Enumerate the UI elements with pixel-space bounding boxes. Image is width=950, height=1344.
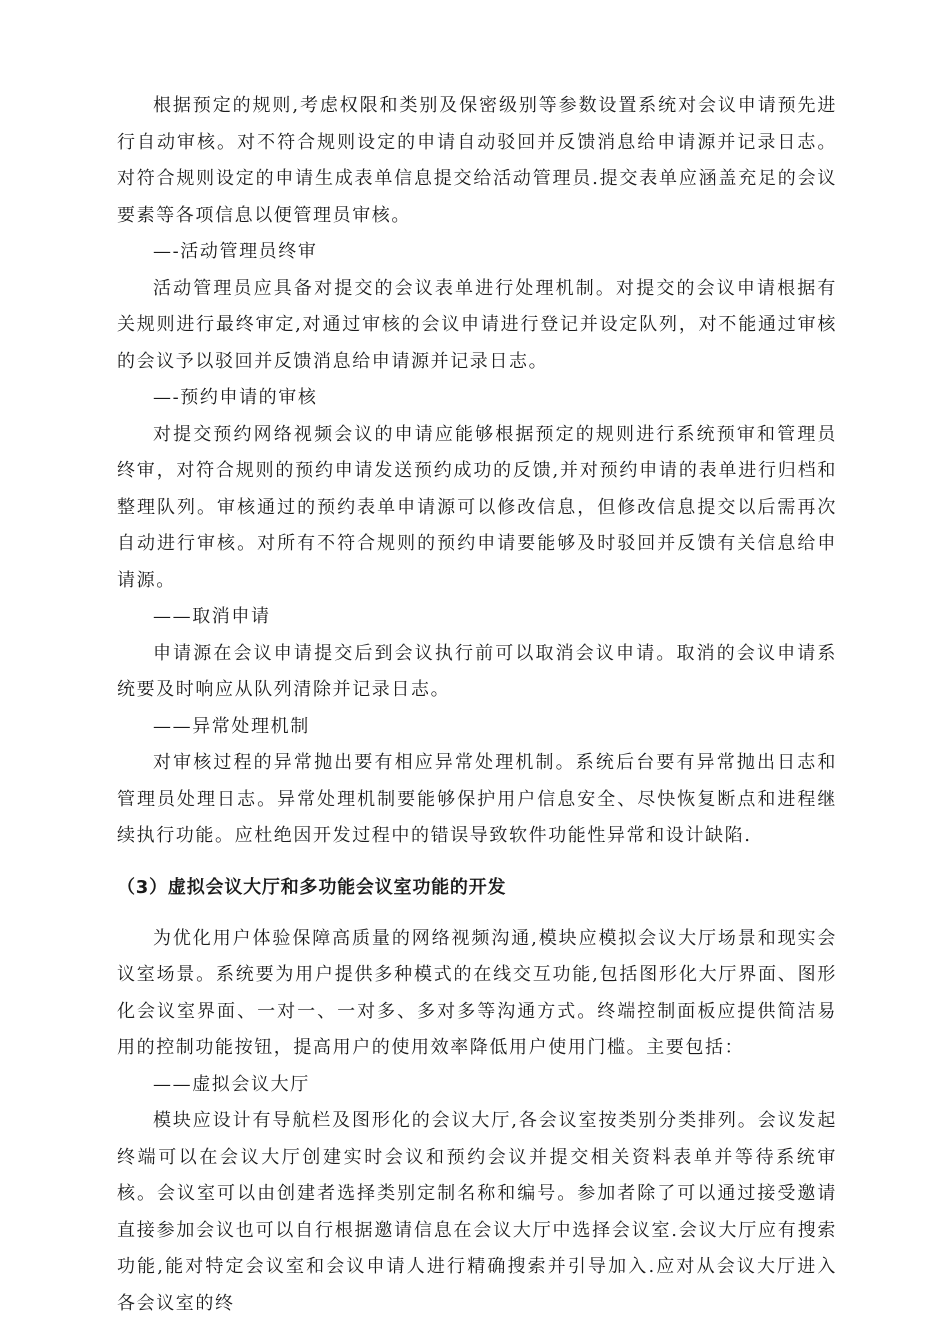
paragraph-exception-handling: 对审核过程的异常抛出要有相应异常处理机制。系统后台要有异常抛出日志和管理员处理日志。异常处理机制要能够保护用户信息安全、尽快恢复断点和进程继续执行功能。应杜绝因开发过程中的错误导致软件功能性异常和设计缺陷. [117,752,837,846]
paragraph-virtual-hall-intro: 为优化用户体验保障高质量的网络视频沟通,模块应模拟会议大厅场景和现实会议室场景。系统要为用户提供多种模式的在线交互功能,包括图形化大厅界面、图形化会议室界面、一对一、一对多、多对多等沟通方式。终端控制面板应提供简洁易用的控制功能按钮，提高用户的使用效率降低用户使用门槛。主要包括： [117,927,837,1058]
subheading-exception-handling: ——异常处理机制 [153,715,310,737]
subheading-virtual-hall: ——虚拟会议大厅 [153,1073,310,1095]
paragraph-cancel-request: 申请源在会议申请提交后到会议执行前可以取消会议申请。取消的会议申请系统要及时响应从队列清除并记录日志。 [117,642,837,700]
paragraph-admin-final-review: 活动管理员应具备对提交的会议表单进行处理机制。对提交的会议申请根据有关规则进行最终审定,对通过审核的会议申请进行登记并设定队列，对不能通过审核的会议予以驳回并反馈消息给申请源并记录日志。 [117,277,837,372]
subheading-reservation-review: —-预约申请的审核 [153,387,318,408]
subheading-cancel-request: ——取消申请 [153,606,271,627]
paragraph-reservation-review: 对提交预约网络视频会议的申请应能够根据预定的规则进行系统预审和管理员终审，对符合规则的预约申请发送预约成功的反馈,并对预约申请的表单进行归档和整理队列。审核通过的预约表单申请源可以修改信息，但修改信息提交以后需再次自动进行审核。对所有不符合规则的预约申请要能够及时驳回并反馈有关信息给申请源。 [117,423,837,591]
document-body [117,88,837,1322]
subheading-admin-final-review: —-活动管理员终审 [153,241,318,262]
paragraph-auto-review: 根据预定的规则,考虑权限和类别及保密级别等参数设置系统对会议申请预先进行自动审核。对不符合规则设定的申请自动驳回并反馈消息给申请源并记录日志。对符合规则设定的申请生成表单信息提交给活动管理员.提交表单应涵盖充足的会议要素等各项信息以便管理员审核。 [117,95,837,226]
section-heading: （3）虚拟会议大厅和多功能会议室功能的开发 [117,876,507,898]
paragraph-virtual-hall: 模块应设计有导航栏及图形化的会议大厅,各会议室按类别分类排列。会议发起终端可以在会议大厅创建实时会议和预约会议并提交相关资料表单并等待系统审核。会议室可以由创建者选择类别定制名称和编号。参加者除了可以通过接受邀请直接参加会议也可以自行根据邀请信息在会议大厅中选择会议室.会议大厅应有搜索功能,能对特定会议室和会议申请人进行精确搜索并引导加入.应对从会议大厅进入各会议室的终 [117,1110,837,1314]
